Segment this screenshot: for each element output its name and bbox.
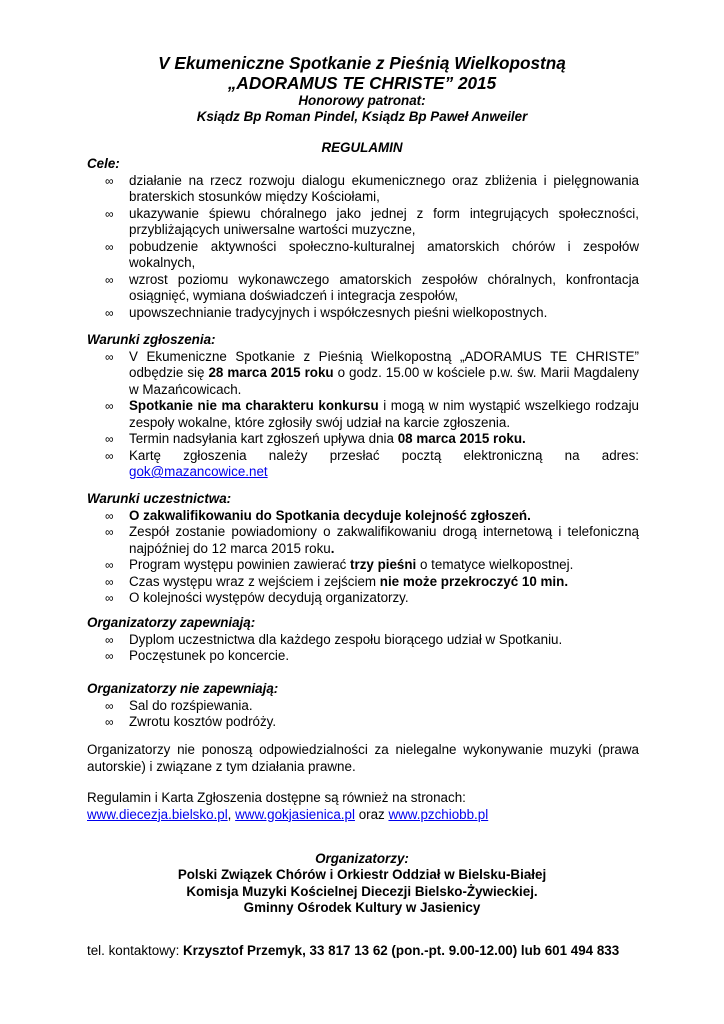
- list-item: [87, 557, 639, 574]
- list-item: [87, 698, 639, 715]
- infinity-bullet-icon: ∞: [105, 399, 114, 413]
- deadline-date: 08 marca 2015 roku.: [397, 431, 526, 446]
- section-not-provided: [87, 681, 639, 731]
- provided-list: [87, 632, 639, 665]
- list-item: [87, 448, 639, 481]
- section-heading: Cele:: [87, 156, 120, 171]
- infinity-bullet-icon: ∞: [105, 649, 114, 663]
- document-title: REGULAMIN: [321, 140, 403, 155]
- text: V Ekumeniczne Spotkanie z Pieśnią Wielkopostną „ADORAMUS TE CHRISTE” odbędzie się: [129, 348, 639, 380]
- availability-paragraph: [87, 790, 639, 823]
- not-provided-list: [87, 698, 639, 731]
- registration-list: [87, 349, 639, 481]
- text: Program występu powinien zawierać: [129, 557, 351, 572]
- list-item: [87, 305, 639, 322]
- list-item-text: ukazywanie śpiewu chóralnego jako jednej z form integrujących społeczności, przybliżających uniwersalne wartości muzyczne,: [129, 205, 639, 237]
- email-link[interactable]: gok@mazancowice.net: [129, 464, 268, 479]
- list-item-text: Dyplom uczestnictwa dla każdego zespołu biorącego udział w Spotkaniu.: [129, 631, 563, 647]
- goals-list: [87, 173, 639, 322]
- section-heading: Organizatorzy zapewniają:: [87, 615, 256, 630]
- infinity-bullet-icon: ∞: [105, 632, 114, 647]
- list-item: [87, 632, 639, 649]
- list-item: [87, 574, 639, 591]
- list-item: [87, 714, 639, 731]
- organizer-line: Polski Związek Chórów i Orkiestr Oddział w Bielsku-Białej: [177, 867, 547, 882]
- section-provided: [87, 615, 639, 665]
- list-item: [87, 272, 639, 305]
- infinity-bullet-icon: ∞: [105, 432, 114, 446]
- list-item-text: upowszechnianie tradycyjnych i współczesnych pieśni wielkopostnych.: [129, 304, 548, 320]
- list-item: [87, 398, 639, 431]
- list-item: [87, 173, 639, 206]
- text: o tematyce wielkopostnej.: [416, 557, 574, 572]
- list-item: [87, 524, 639, 557]
- list-item: [87, 508, 639, 525]
- list-item: [87, 239, 639, 272]
- text: Zespół zostanie powiadomiony o zakwalifikowaniu drogą internetową i telefoniczną najpóźniej do 12 marca 2015 roku: [129, 524, 639, 556]
- text: O kolejności występów decydują organizatorzy.: [129, 590, 409, 605]
- infinity-bullet-icon: ∞: [105, 305, 114, 320]
- website-links: [87, 807, 639, 824]
- text: o godz. 15.00 w kościele p.w. św. Marii Magdaleny w Mazańcowicach.: [129, 365, 639, 397]
- text-bold: O zakwalifikowaniu do Spotkania decyduje kolejność zgłoszeń.: [129, 507, 531, 523]
- section-registration: [87, 332, 639, 481]
- organizer-line: Komisja Muzyki Kościelnej Diecezji Bielsko-Żywieckiej.: [186, 884, 538, 899]
- infinity-bullet-icon: ∞: [105, 715, 114, 729]
- list-item-text: Poczęstunek po koncercie.: [129, 648, 290, 663]
- infinity-bullet-icon: ∞: [105, 173, 114, 188]
- infinity-bullet-icon: ∞: [105, 206, 114, 221]
- list-item-text: pobudzenie aktywności społeczno-kulturalnej amatorskich chórów i zespołów wokalnych,: [129, 238, 639, 270]
- list-item-text: Sal do rozśpiewania.: [129, 697, 253, 713]
- infinity-bullet-icon: ∞: [105, 558, 114, 572]
- text-bold: nie może przekroczyć 10 min.: [379, 573, 569, 589]
- text-bold: .: [330, 540, 335, 556]
- section-heading: Warunki zgłoszenia:: [87, 332, 216, 347]
- event-subtitle: „ADORAMUS TE CHRISTE” 2015: [227, 73, 497, 93]
- list-item-text: Zwrotu kosztów podróży.: [129, 714, 277, 729]
- contact-label: tel. kontaktowy:: [87, 943, 184, 958]
- section-heading: Warunki uczestnictwa:: [87, 491, 232, 506]
- separator: oraz: [354, 806, 389, 822]
- contact-value: Krzysztof Przemyk, 33 817 13 62 (pon.-pt. 9.00-12.00) lub 601 494 833: [183, 943, 620, 958]
- patron-names: Ksiądz Bp Roman Pindel, Ksiądz Bp Paweł Anweiler: [196, 109, 528, 124]
- event-date: 28 marca 2015 roku: [208, 365, 334, 380]
- infinity-bullet-icon: ∞: [105, 698, 114, 713]
- pzchiobb-link[interactable]: www.pzchiobb.pl: [388, 806, 489, 822]
- organizers-heading: Organizatorzy:: [315, 851, 409, 866]
- infinity-bullet-icon: ∞: [105, 272, 114, 287]
- section-participation: [87, 491, 639, 607]
- infinity-bullet-icon: ∞: [105, 349, 114, 364]
- list-item-text: działanie na rzecz rozwoju dialogu ekumenicznego oraz zbliżenia i pielęgnowania braterskich stosunków między Kościołami,: [129, 172, 639, 204]
- disclaimer-paragraph: Organizatorzy nie ponoszą odpowiedzialności za nielegalne wykonywanie muzyki (prawa autorskie) i związane z tym działania prawne.: [87, 742, 639, 774]
- text-bold: trzy pieśni: [350, 557, 417, 572]
- infinity-bullet-icon: ∞: [105, 574, 114, 589]
- infinity-bullet-icon: ∞: [105, 525, 114, 539]
- patron-heading: Honorowy patronat:: [298, 93, 426, 108]
- text: i mogą w nim wystąpić wszelkiego rodzaju zespoły wokalne, które zgłosiły swój udział na karcie zgłoszenia.: [129, 398, 639, 430]
- text: Kartę zgłoszenia należy przesłać pocztą elektroniczną na adres:: [129, 447, 639, 463]
- list-item: [87, 206, 639, 239]
- infinity-bullet-icon: ∞: [105, 508, 114, 523]
- section-heading: Organizatorzy nie zapewniają:: [87, 681, 279, 696]
- list-item: [87, 648, 639, 665]
- list-item-text: wzrost poziomu wykonawczego amatorskich zespołów chóralnych, konfrontacja osiągnięć, wymiana doświadczeń i integracja zespołów,: [129, 271, 639, 303]
- list-item: [87, 590, 639, 607]
- text-bold: Spotkanie nie ma charakteru konkursu: [129, 398, 379, 413]
- contact-line: [87, 943, 687, 960]
- availability-text: Regulamin i Karta Zgłoszenia dostępne są również na stronach:: [87, 790, 466, 805]
- infinity-bullet-icon: ∞: [105, 591, 114, 605]
- participation-list: [87, 508, 639, 607]
- text: Termin nadsyłania kart zgłoszeń upływa dnia: [129, 431, 398, 446]
- organizer-line: Gminny Ośrodek Kultury w Jasienicy: [243, 900, 481, 915]
- infinity-bullet-icon: ∞: [105, 448, 114, 463]
- text: Czas występu wraz z wejściem i zejściem: [129, 573, 380, 589]
- infinity-bullet-icon: ∞: [105, 239, 114, 254]
- event-title: V Ekumeniczne Spotkanie z Pieśnią Wielkopostną: [158, 53, 566, 73]
- diocese-link[interactable]: www.diecezja.bielsko.pl: [87, 806, 228, 822]
- list-item: [87, 349, 639, 399]
- section-goals: [87, 156, 639, 321]
- gok-link[interactable]: www.gokjasienica.pl: [235, 806, 355, 822]
- separator: ,: [227, 806, 236, 822]
- list-item: [87, 431, 639, 448]
